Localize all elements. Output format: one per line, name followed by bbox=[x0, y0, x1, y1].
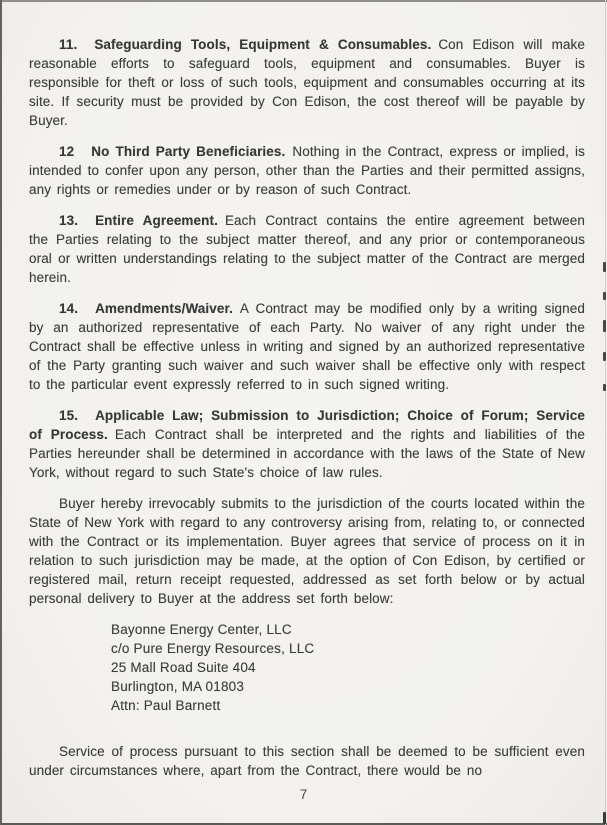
jurisdiction-paragraph: Buyer hereby irrevocably submits to the jurisdiction of the courts located within the State of New York with regard to any controversy arising from, relating to, or connected with the Contract or its implementation. Buyer agrees that service of process on it in relation to such jurisdiction may be made, at the option of Con Edison, by certified or registered mail, return receipt requested, addressed as set forth below or by actual personal delivery to Buyer at the address set forth below: bbox=[29, 496, 585, 606]
scan-edge-top bbox=[0, 0, 607, 2]
scan-edge-left bbox=[0, 0, 2, 825]
document-body bbox=[29, 35, 585, 792]
scan-artifact bbox=[603, 352, 606, 361]
page-number: 7 bbox=[299, 787, 308, 802]
scan-edge-right bbox=[605, 0, 606, 825]
section-heading: Safeguarding Tools, Equipment & Consumables. bbox=[94, 37, 432, 52]
section-number: 12 bbox=[59, 144, 75, 159]
section-heading: Applicable Law; Submission to Jurisdiction; Choice of Forum; Service of Process. bbox=[29, 408, 585, 442]
section-11-safeguarding-tools bbox=[29, 35, 585, 130]
section-body: Each Contract shall be interpreted and the rights and liabilities of the Parties hereunder shall be determined in accordance with the laws of the State of New York, without regard to such State's choice of law rules. bbox=[29, 427, 585, 480]
section-number: 14. bbox=[59, 301, 79, 316]
section-15-applicable-law bbox=[29, 406, 585, 482]
address-line-care-of: c/o Pure Energy Resources, LLC bbox=[111, 641, 315, 656]
section-body: Con Edison will make reasonable efforts to safeguard tools, equipment and consumables. Buyer is responsible for theft or loss of such tools, equipment and consumables occurring at its site. If security must be provided by Con Edison, the cost thereof will be payable by Buyer. bbox=[29, 37, 585, 128]
service-of-process-paragraph: Service of process pursuant to this section shall be deemed to be sufficient even under circumstances where, apart from the Contract, there would be no bbox=[29, 744, 585, 778]
section-heading: Entire Agreement. bbox=[95, 213, 218, 228]
section-number: 11. bbox=[59, 37, 78, 52]
scan-artifact bbox=[603, 320, 606, 332]
section-number: 13. bbox=[59, 213, 79, 228]
section-heading: No Third Party Beneficiaries. bbox=[91, 144, 286, 159]
scan-artifact bbox=[603, 812, 606, 824]
section-heading: Amendments/Waiver. bbox=[95, 301, 233, 316]
section-body: A Contract may be modified only by a writing signed by an authorized representative of each Party. No waiver of any right under the Contract shall be effective unless in writing and signed by an authorized representative of the Party granting such waiver and such waiver shall be effective only with respect to the particular event expressly referred to in such signed writing. bbox=[29, 301, 585, 392]
section-13-entire-agreement bbox=[29, 211, 585, 287]
address-line-company: Bayonne Energy Center, LLC bbox=[111, 622, 292, 637]
address-line-street: 25 Mall Road Suite 404 bbox=[111, 660, 256, 675]
section-body: Nothing in the Contract, express or implied, is intended to confer upon any person, other than the Parties and their permitted assigns, any rights or remedies under or by reason of such Contract. bbox=[29, 144, 585, 197]
address-line-city-state-zip: Burlington, MA 01803 bbox=[111, 679, 245, 694]
scan-artifact bbox=[603, 384, 606, 391]
section-14-amendments-waiver bbox=[29, 299, 585, 394]
section-12-no-third-party-beneficiaries bbox=[29, 142, 585, 199]
section-body: Each Contract contains the entire agreement between the Parties relating to the subject matter thereof, and any prior or contemporaneous oral or written understandings relating to the subject matter of the Contract are merged herein. bbox=[29, 213, 585, 285]
scan-artifact bbox=[603, 262, 606, 272]
section-number: 15. bbox=[59, 408, 79, 423]
address-line-attn: Attn: Paul Barnett bbox=[111, 698, 221, 713]
buyer-address-block bbox=[111, 620, 585, 715]
scan-artifact bbox=[603, 292, 606, 300]
